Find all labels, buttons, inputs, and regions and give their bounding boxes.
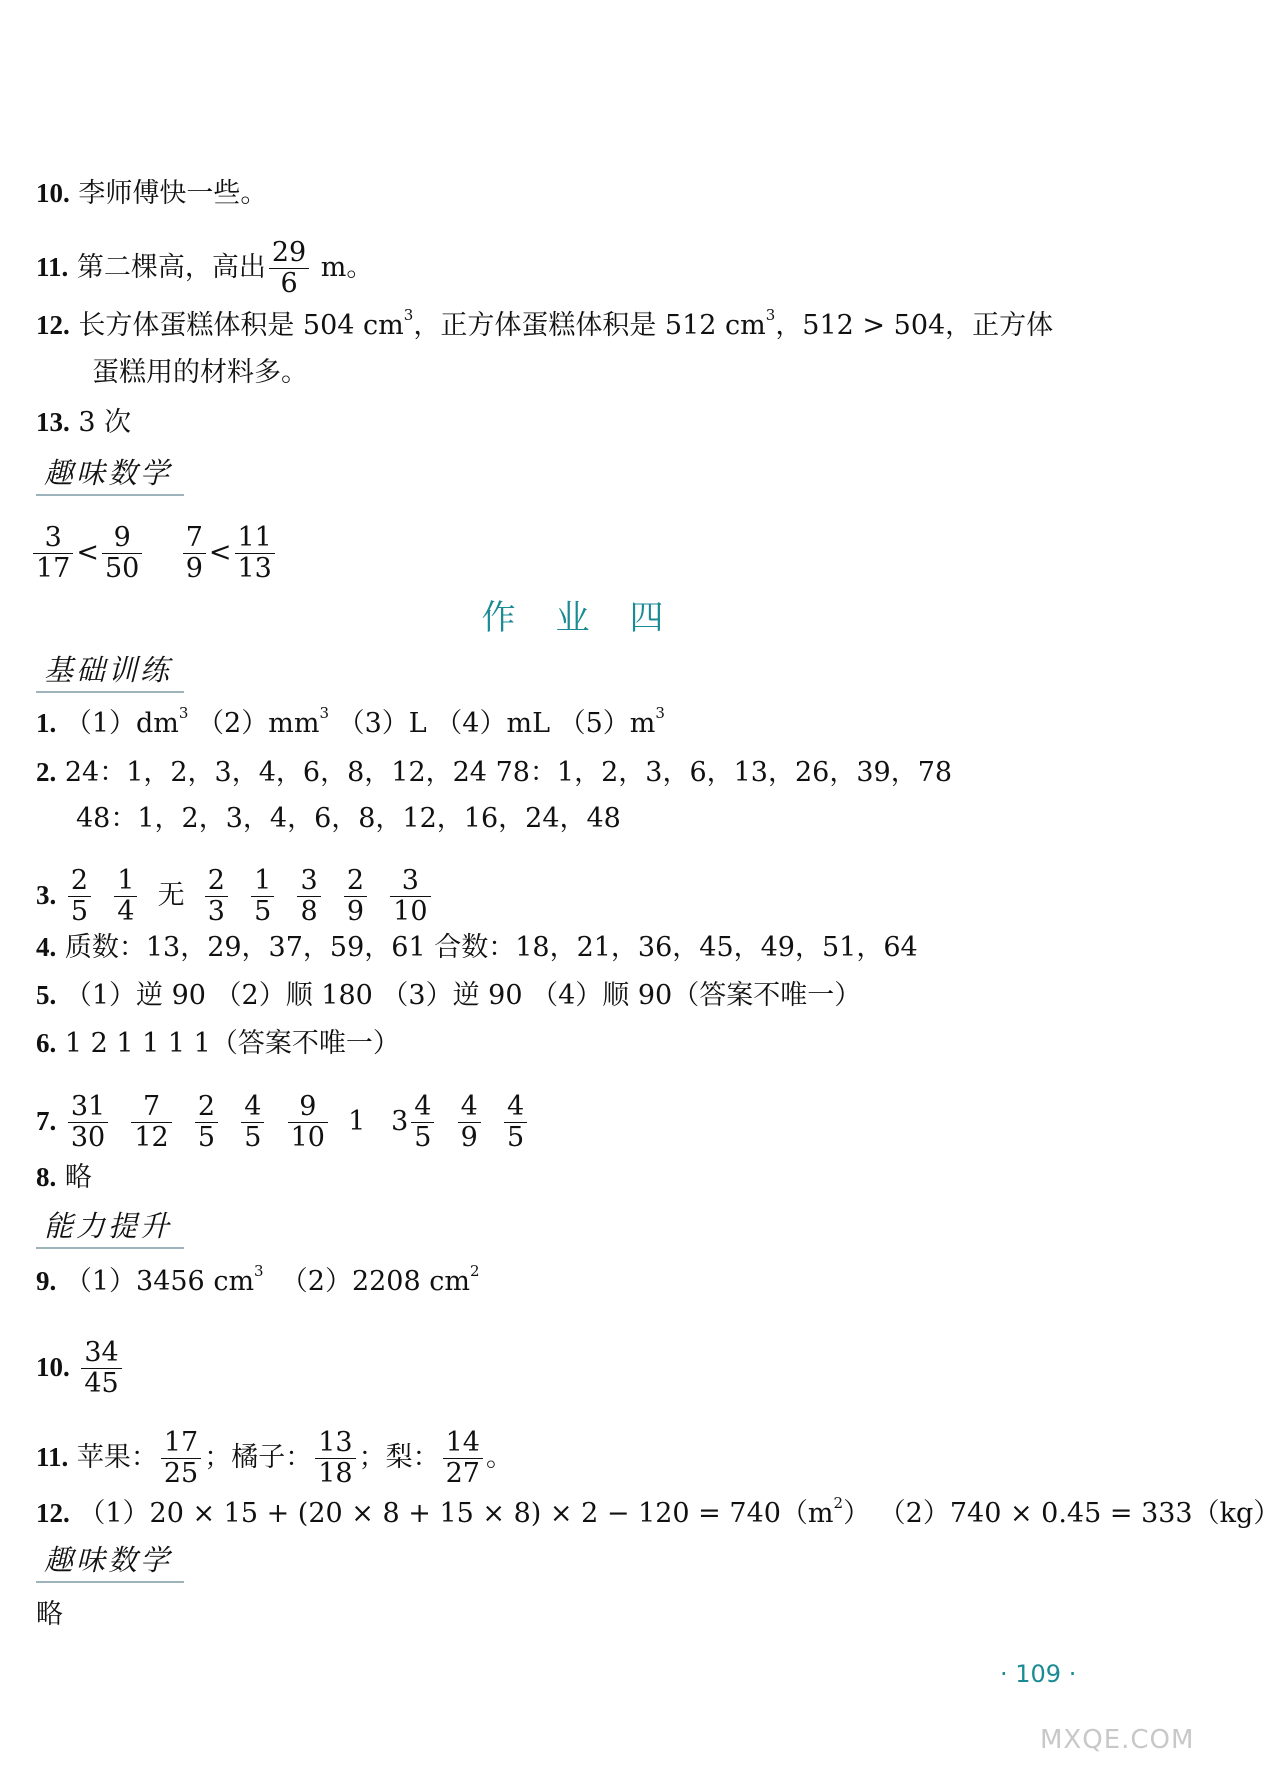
basic-q5: 5. （1）逆 90 （2）顺 180 （3）逆 90 （4）顺 90（答案不唯一） — [36, 980, 862, 1011]
fraction: $\frac{34}{45}$ — [81, 1338, 121, 1399]
fraction: $\frac{7}{12}$ — [131, 1092, 171, 1153]
section-title-basic: 基础训练 — [36, 648, 184, 693]
fraction: $\frac{1}{4}$ — [114, 866, 137, 927]
q12-top-line1: 12. 长方体蛋糕体积是 504 $cm^3$，正方体蛋糕体积是 512 $cm^3$，512 > 504，正方体 — [36, 306, 1054, 341]
ability-q12: 12. $(1)20 \times 15 + (20 \times 8 + 15 \times 8) \times 2 - 120 = 740(m^2) (2)740 \times 0.45 = 333(kg)$ — [36, 1494, 1280, 1529]
fraction: $\frac{29}{6}$ — [269, 238, 309, 299]
fraction: $\frac{9}{10}$ — [288, 1092, 328, 1153]
fraction: $\frac{4}{5}$ — [241, 1092, 264, 1153]
fraction: $\frac{4}{5}$ — [411, 1092, 434, 1153]
basic-q3: 3. $\frac{2}{5}$ $\frac{1}{4}$ 无 $\frac{2}{3}$ $\frac{1}{5}$ $\frac{3}{8}$ $\frac{2}{9}$ $\frac{3}{10}$ — [36, 866, 434, 927]
fraction: $\frac{4}{9}$ — [458, 1092, 481, 1153]
section-title-fun-math-2: 趣味数学 — [36, 1538, 184, 1583]
q12-top-line2: 蛋糕用的材料多。 — [92, 357, 308, 388]
basic-q6: 6. 1 2 1 1 1 1（答案不唯一） — [36, 1028, 400, 1059]
fraction: $\frac{3}{17}$ — [33, 523, 73, 584]
basic-q7: 7. $\frac{31}{30}$ $\frac{7}{12}$ $\frac{2}{5}$ $\frac{4}{5}$ $\frac{9}{10}$ 1 3 $\frac{4}{5}$ $\frac{4}{9}$ $\frac{4}{5}$ — [36, 1092, 530, 1153]
fraction: $\frac{7}{9}$ — [183, 523, 206, 584]
homework-title: 作业四 — [481, 598, 704, 638]
fraction: $\frac{31}{30}$ — [68, 1092, 108, 1153]
q13-top: 13. 3 次 — [36, 407, 132, 438]
fraction: $\frac{1}{5}$ — [251, 866, 274, 927]
fraction: $\frac{2}{3}$ — [205, 866, 228, 927]
fraction: $\frac{11}{13}$ — [235, 523, 275, 584]
watermark: MXQE.COM — [1040, 1725, 1195, 1755]
fraction: $\frac{2}{5}$ — [68, 866, 91, 927]
fraction: $\frac{9}{50}$ — [102, 523, 142, 584]
fraction: $\frac{3}{10}$ — [390, 866, 430, 927]
ability-q11: 11. 苹果： $\frac{17}{25}$ ；橘子： $\frac{13}{18}$ ；梨： $\frac{14}{27}$ 。 — [36, 1427, 513, 1489]
basic-q4: 4. 质数：13，29，37，59，61 合数：18，21，36，45，49，51，64 — [36, 932, 918, 963]
fraction: $\frac{2}{5}$ — [195, 1092, 218, 1153]
fraction: $\frac{4}{5}$ — [504, 1092, 527, 1153]
basic-q2-line1: 2. 24：1，2，3，4，6，8，12，24 78：1，2，3，6，13，26，39，78 — [36, 757, 953, 788]
basic-q1: 1. $(1)dm^3$ $(2)mm^3$ （3）L （4）mL $(5)m^3$ — [36, 704, 665, 739]
fraction: $\frac{3}{8}$ — [297, 866, 320, 927]
fraction: $\frac{14}{27}$ — [443, 1428, 483, 1489]
section-title-ability: 能力提升 — [36, 1204, 184, 1249]
fraction: $\frac{13}{18}$ — [315, 1428, 355, 1489]
q10-top: 10. 李师傅快一些。 — [36, 178, 268, 209]
fun-math-answer-1: $\frac{3}{17}$ < $\frac{9}{50}$ $\frac{7}{9}$ < $\frac{11}{13}$ — [30, 523, 278, 584]
page-number: · 109 · — [1000, 1660, 1077, 1688]
q11-top: 11. 第二棵高，高出 $\frac{29}{6}$ m。 — [36, 237, 374, 299]
ability-q10: 10. $\frac{34}{45}$ — [36, 1338, 125, 1399]
fraction: $\frac{2}{9}$ — [344, 866, 367, 927]
basic-q2-line2: 48：1，2，3，4，6，8，12，16，24，48 — [76, 803, 621, 834]
ability-q9: 9. （1）3456 $cm^3$ （2）2208 $cm^2$ — [36, 1262, 480, 1297]
fun-math-answer-2: 略 — [36, 1599, 63, 1630]
section-title-fun-math-1: 趣味数学 — [36, 451, 184, 496]
basic-q8: 8. 略 — [36, 1162, 92, 1193]
fraction: $\frac{17}{25}$ — [161, 1428, 201, 1489]
